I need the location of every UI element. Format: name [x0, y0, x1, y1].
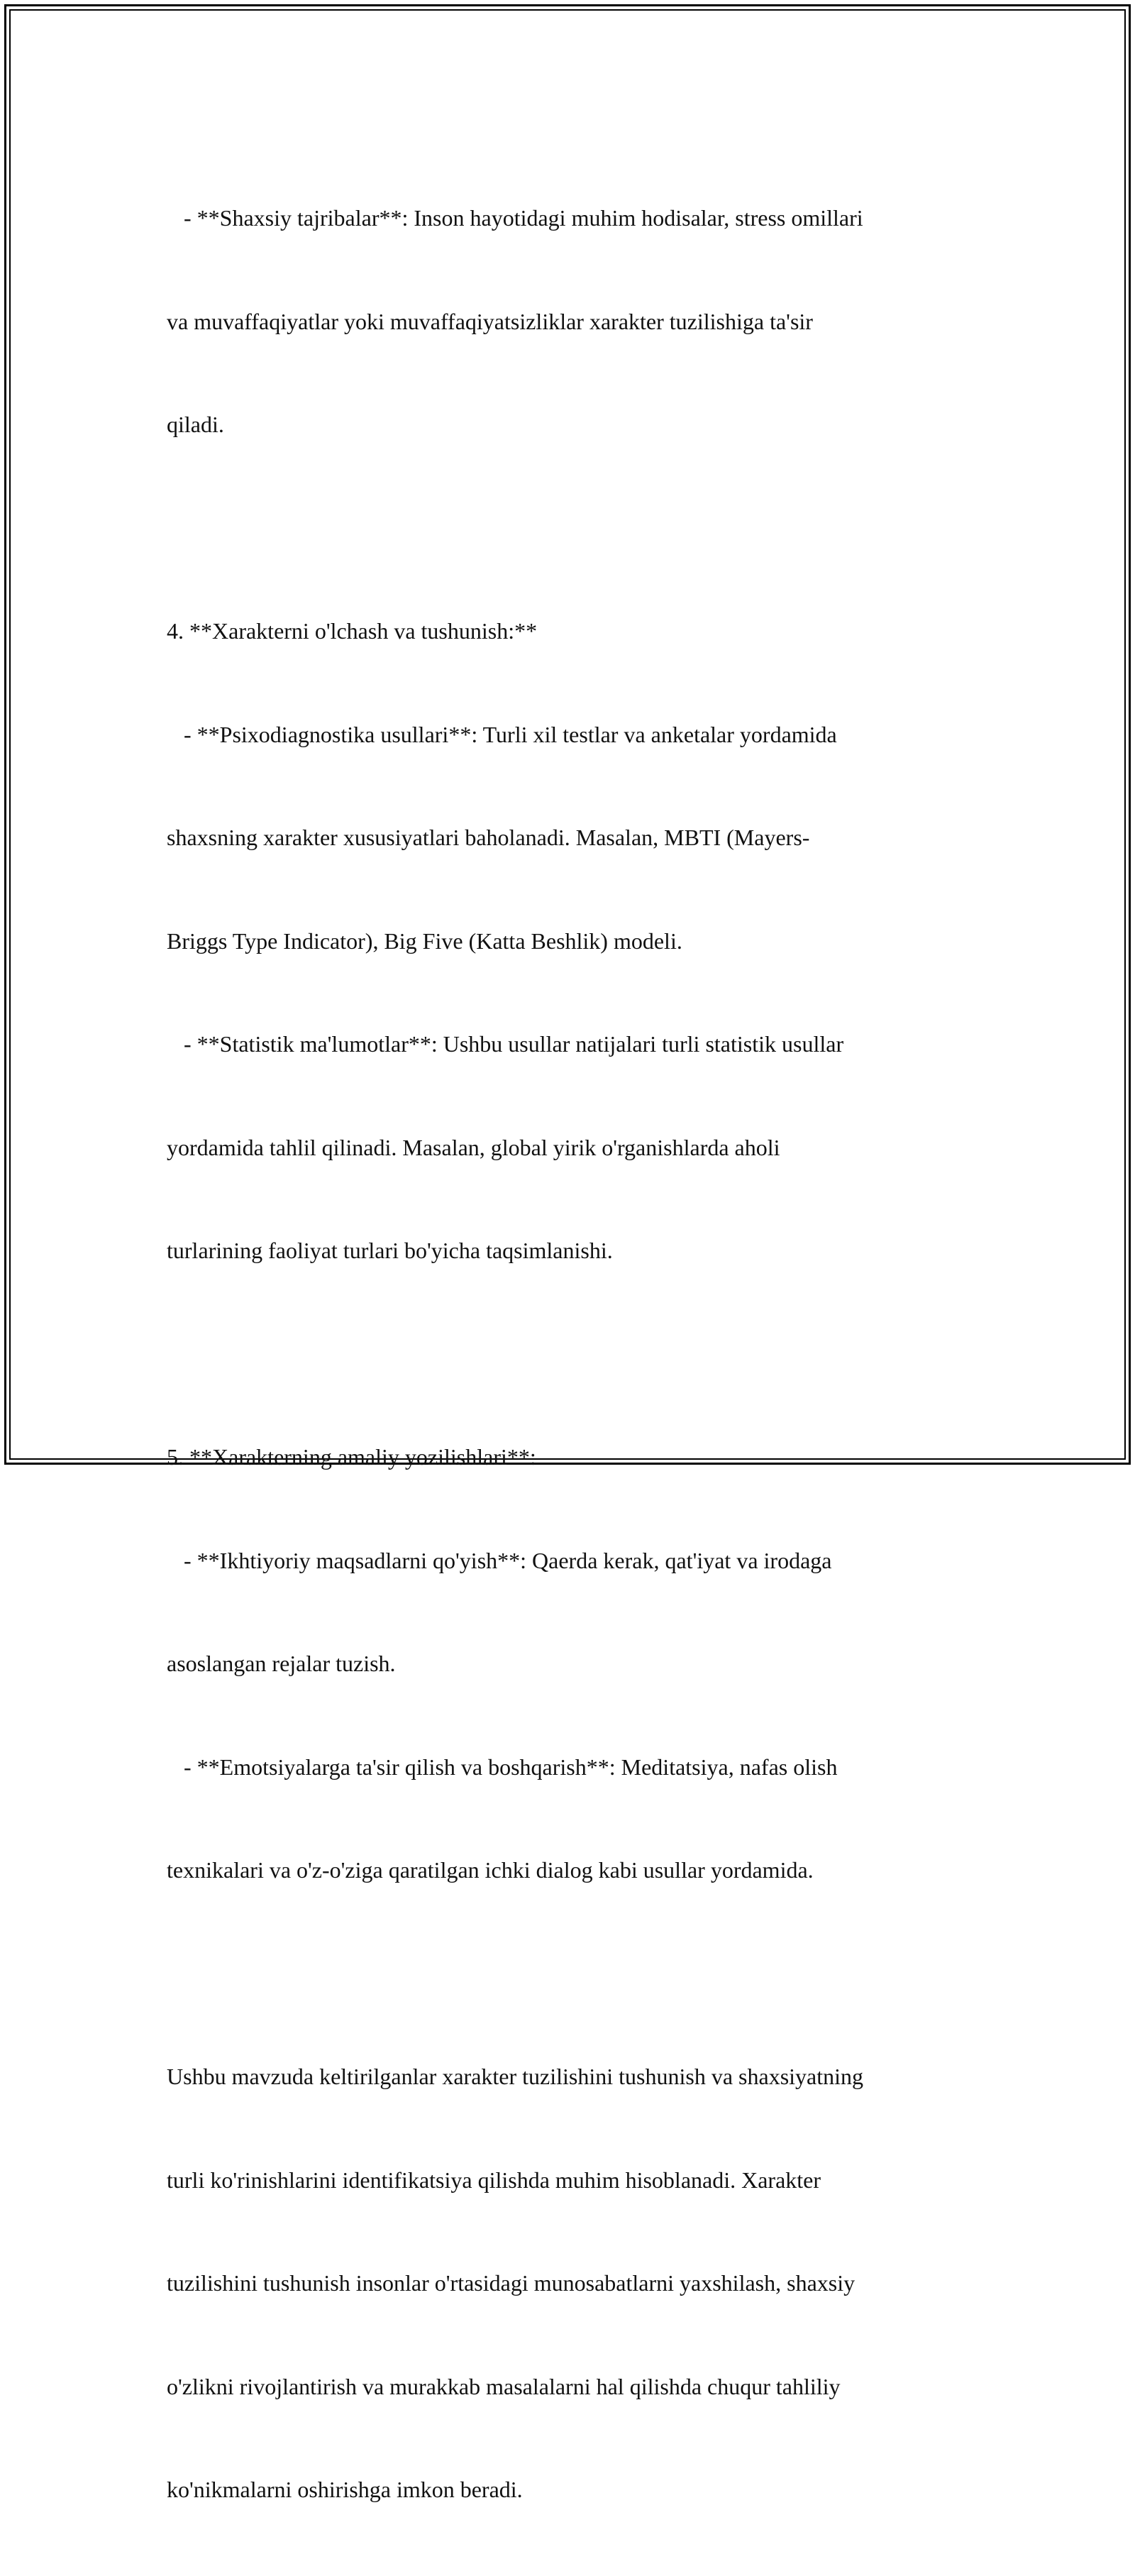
section-heading: 5. **Xarakterning amaliy yozilishlari**:	[167, 1444, 536, 1470]
text-line: Briggs Type Indicator), Big Five (Katta Beshlik) modeli.	[167, 928, 682, 954]
text-line: - **Emotsiyalarga ta'sir qilish va boshqarish**: Meditatsiya, nafas olish	[167, 1754, 838, 1780]
text-line: tuzilishini tushunish insonlar o'rtasidagi munosabatlarni yaxshilash, shaxsiy	[167, 2270, 856, 2296]
paragraph-gap	[167, 1956, 968, 1991]
document-body	[167, 132, 968, 2576]
text-line: - **Psixodiagnostika usullari**: Turli xil testlar va anketalar yordamida	[167, 721, 837, 747]
text-line: Ushbu mavzuda keltirilganlar xarakter tuzilishini tushunish va shaxsiyatning	[167, 2064, 864, 2089]
text-line: yordamida tahlil qilinadi. Masalan, global yirik o'rganishlarda aholi	[167, 1134, 780, 1160]
section-4-measuring-character	[167, 545, 968, 1337]
text-line: asoslangan rejalar tuzish.	[167, 1651, 396, 1676]
text-line: qiladi.	[167, 412, 224, 437]
paragraph-personal-experiences	[167, 132, 968, 511]
text-line: - **Ikhtiyoriy maqsadlarni qo'yish**: Qaerda kerak, qat'iyat va irodaga	[167, 1547, 832, 1573]
text-line: shaxsning xarakter xususiyatlari baholanadi. Masalan, MBTI (Mayers-	[167, 825, 810, 850]
text-line: turli ko'rinishlarini identifikatsiya qilishda muhim hisoblanadi. Xarakter	[167, 2167, 821, 2193]
text-line: texnikalari va o'z-o'ziga qaratilgan ichki dialog kabi usullar yordamida.	[167, 1857, 814, 1883]
text-line: turlarining faoliyat turlari bo'yicha taqsimlanishi.	[167, 1238, 613, 1263]
section-heading: 4. **Xarakterni o'lchash va tushunish:**	[167, 618, 538, 644]
section-5-practical-applications	[167, 1371, 968, 1956]
text-line: ko'nikmalarni oshirishga imkon beradi.	[167, 2477, 523, 2502]
text-line: o'zlikni rivojlantirish va murakkab masalalarni hal qilishda chuqur tahliliy	[167, 2373, 841, 2399]
text-line: - **Statistik ma'lumotlar**: Ushbu usullar natijalari turli statistik usullar	[167, 1031, 844, 1057]
text-line: va muvaffaqiyatlar yoki muvaffaqiyatsizliklar xarakter tuzilishiga ta'sir	[167, 308, 813, 334]
paragraph-gap	[167, 511, 968, 546]
text-line: - **Shaxsiy tajribalar**: Inson hayotidagi muhim hodisalar, stress omillari	[167, 205, 863, 231]
paragraph-gap	[167, 1337, 968, 1372]
paragraph-conclusion	[167, 1991, 968, 2576]
